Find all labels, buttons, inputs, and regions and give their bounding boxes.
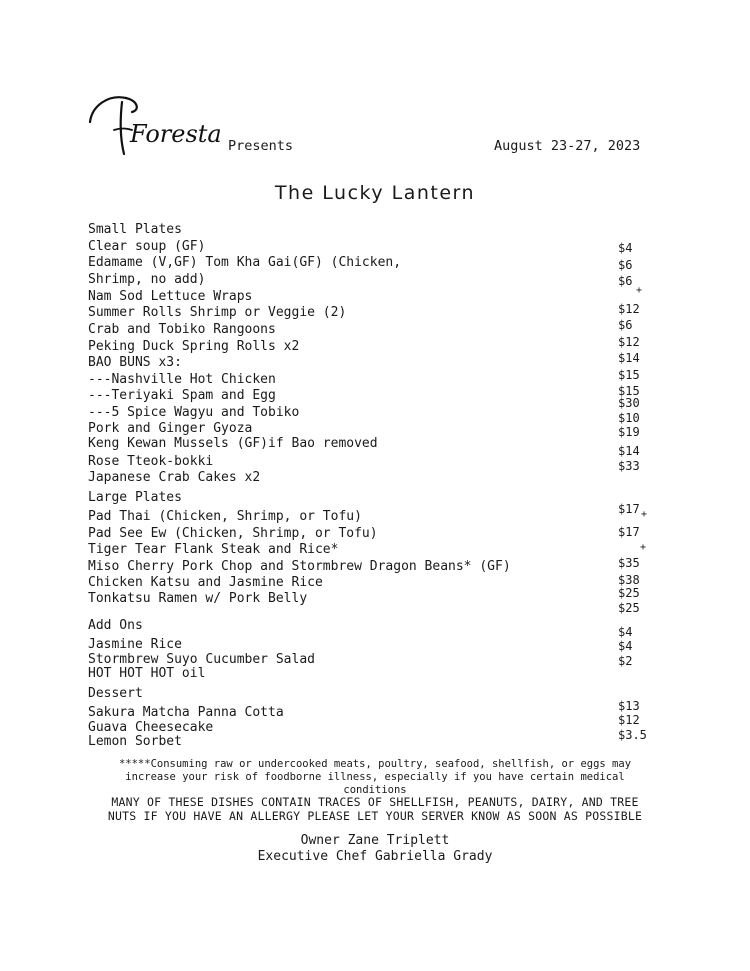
plus-mark: + [640,542,647,553]
menu-item: ---5 Spice Wagyu and Tobiko [88,405,300,420]
menu-item: Lemon Sorbet [88,734,182,749]
chef-credit: Executive Chef Gabriella Grady [257,849,493,864]
menu-item: BAO BUNS x3: [88,355,182,370]
price: $14 [618,444,640,458]
section-heading-add-ons: Add Ons [88,618,143,633]
event-date: August 23-27, 2023 [494,138,641,154]
price: $6 [618,318,633,332]
presents-label: Presents [228,138,294,154]
menu-item: Pad See Ew (Chicken, Shrimp, or Tofu) [88,526,378,541]
price: $2 [618,654,633,668]
menu-item: Guava Cheesecake [88,720,214,735]
menu-title: The Lucky Lantern [274,182,476,204]
section-heading-dessert: Dessert [88,686,143,701]
price: $25 [618,586,640,600]
section-heading-large-plates: Large Plates [88,490,182,505]
price: $4 [618,625,633,639]
foresta-logo-script [86,92,226,160]
price: $15 [618,384,640,398]
price: $38 [618,573,640,587]
menu-item: Tonkatsu Ramen w/ Pork Belly [88,591,308,606]
menu-item: Keng Kewan Mussels (GF)if Bao removed [88,436,378,451]
menu-item: Summer Rolls Shrimp or Veggie (2) [88,305,347,320]
menu-item: Pork and Ginger Gyoza [88,421,253,436]
price: $14 [618,351,640,365]
menu-item: HOT HOT HOT oil [88,666,206,681]
foresta-logo [86,92,226,164]
menu-item: Japanese Crab Cakes x2 [88,470,261,485]
price: $6 [618,258,633,272]
plus-mark: + [641,509,648,520]
price: $35 [618,556,640,570]
section-heading-small-plates: Small Plates [88,222,182,237]
price: $4 [618,639,633,653]
menu-item: Stormbrew Suyo Cucumber Salad [88,652,315,667]
menu-item: Sakura Matcha Panna Cotta [88,705,284,720]
menu-item: Peking Duck Spring Rolls x2 [88,339,300,354]
price: $30 [618,396,640,410]
price: $12 [618,335,640,349]
price: $12 [618,713,640,727]
menu-item: Jasmine Rice [88,637,182,652]
menu-item: Tiger Tear Flank Steak and Rice* [88,542,339,557]
price: $6 [618,274,633,288]
price: $17 [618,525,640,539]
menu-item: Pad Thai (Chicken, Shrimp, or Tofu) [88,509,362,524]
price: $33 [618,459,640,473]
price: $3.5 [618,728,647,742]
owner-credit: Owner Zane Triplett [300,833,450,848]
price: $13 [618,699,640,713]
menu-item: Clear soup (GF) [88,239,206,254]
menu-item: Chicken Katsu and Jasmine Rice [88,575,323,590]
menu-item: Nam Sod Lettuce Wraps [88,289,253,304]
price: $12 [618,302,640,316]
price: $19 [618,425,640,439]
menu-item: Crab and Tobiko Rangoons [88,322,276,337]
price: $10 [618,411,640,425]
menu-item: ---Nashville Hot Chicken [88,372,276,387]
menu-item: Rose Tteok-bokki [88,454,214,469]
menu-item: Shrimp, no add) [88,272,206,287]
raw-food-notice: *****Consuming raw or undercooked meats, poultry, seafood, shellfish, or eggs may increase your risk of foodborne illness, especially if you have certain medical conditions [118,758,632,796]
menu-item: Edamame (V,GF) Tom Kha Gai(GF) (Chicken, [88,255,402,270]
price: $4 [618,241,633,255]
menu-item: Miso Cherry Pork Chop and Stormbrew Dragon Beans* (GF) [88,559,511,574]
price: $17 [618,502,640,516]
plus-mark: + [636,285,643,296]
price: $25 [618,601,640,615]
allergy-notice: MANY OF THESE DISHES CONTAIN TRACES OF SHELLFISH, PEANUTS, DAIRY, AND TREE NUTS IF YOU HAVE AN ALLERGY PLEASE LET YOUR SERVER KNOW AS SOON AS POSSIBLE [107,795,643,823]
menu-item: ---Teriyaki Spam and Egg [88,388,276,403]
logo-text: Foresta [130,120,222,148]
price: $15 [618,368,640,382]
